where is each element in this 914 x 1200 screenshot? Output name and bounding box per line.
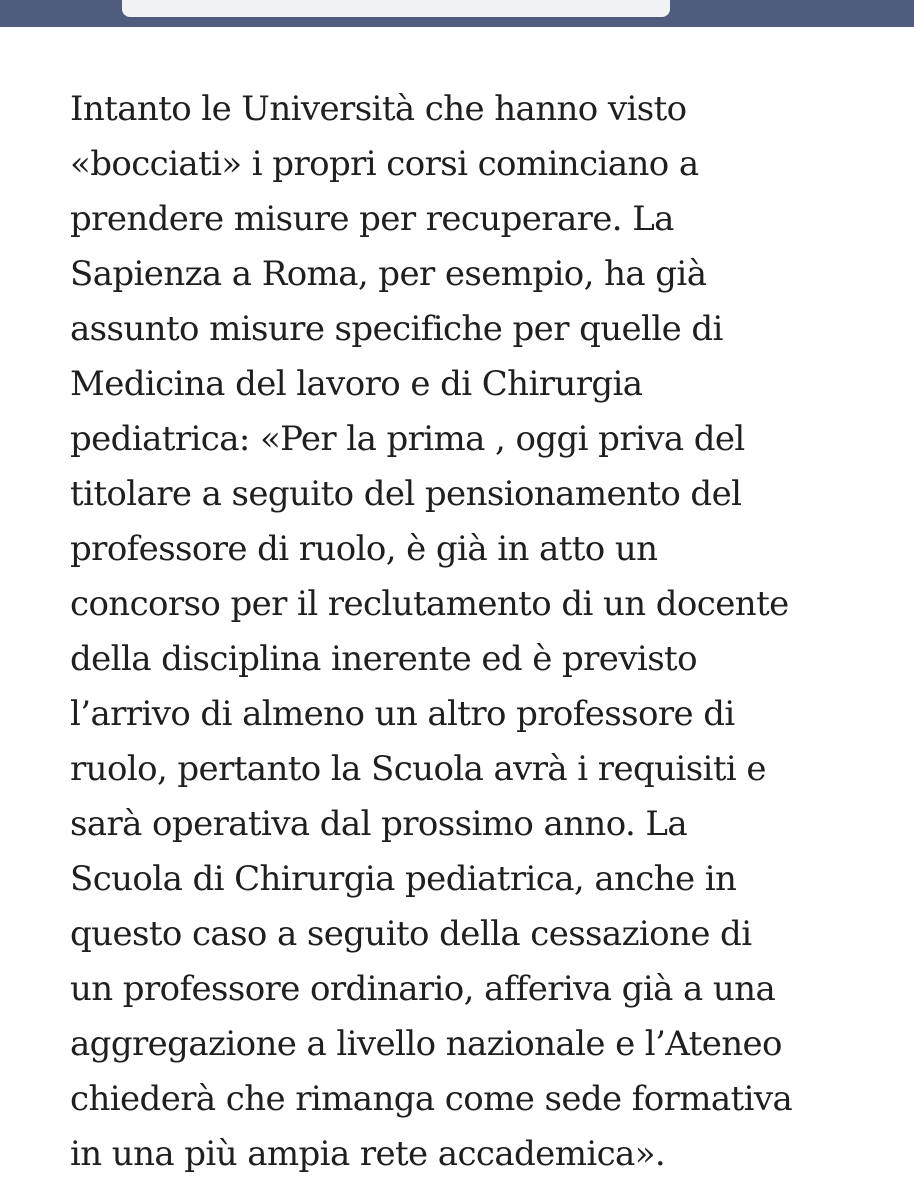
article-line: questo caso a seguito della cessazione di [70, 914, 752, 954]
article-line: sarà operativa dal prossimo anno. La [70, 804, 688, 844]
article-line: Scuola di Chirurgia pediatrica, anche in [70, 859, 737, 899]
article-line: prendere misure per recuperare. La [70, 199, 674, 239]
article-line: pediatrica: «Per la prima , oggi priva del [70, 419, 745, 459]
article-line: concorso per il reclutamento di un docente [70, 584, 789, 624]
article-line: Sapienza a Roma, per esempio, ha già [70, 254, 707, 294]
top-navigation-bar [0, 0, 914, 27]
article-line: aggregazione a livello nazionale e l’Ateneo [70, 1024, 782, 1064]
article-line: chiederà che rimanga come sede formativa [70, 1079, 793, 1119]
article-line: Intanto le Università che hanno visto [70, 89, 687, 129]
article-line: «bocciati» i propri corsi cominciano a [70, 144, 699, 184]
article-body [70, 82, 890, 1182]
article-line: ruolo, pertanto la Scuola avrà i requisiti e [70, 749, 766, 789]
search-box[interactable] [122, 0, 670, 17]
article-line: assunto misure specifiche per quelle di [70, 309, 723, 349]
article-line: della disciplina inerente ed è previsto [70, 639, 697, 679]
article-line: l’arrivo di almeno un altro professore di [70, 694, 735, 734]
article-line: professore di ruolo, è già in atto un [70, 529, 658, 569]
article-line: titolare a seguito del pensionamento del [70, 474, 742, 514]
article-line: Medicina del lavoro e di Chirurgia [70, 364, 643, 404]
article-line: in una più ampia rete accademica». [70, 1134, 666, 1174]
article-line: un professore ordinario, afferiva già a una [70, 969, 776, 1009]
